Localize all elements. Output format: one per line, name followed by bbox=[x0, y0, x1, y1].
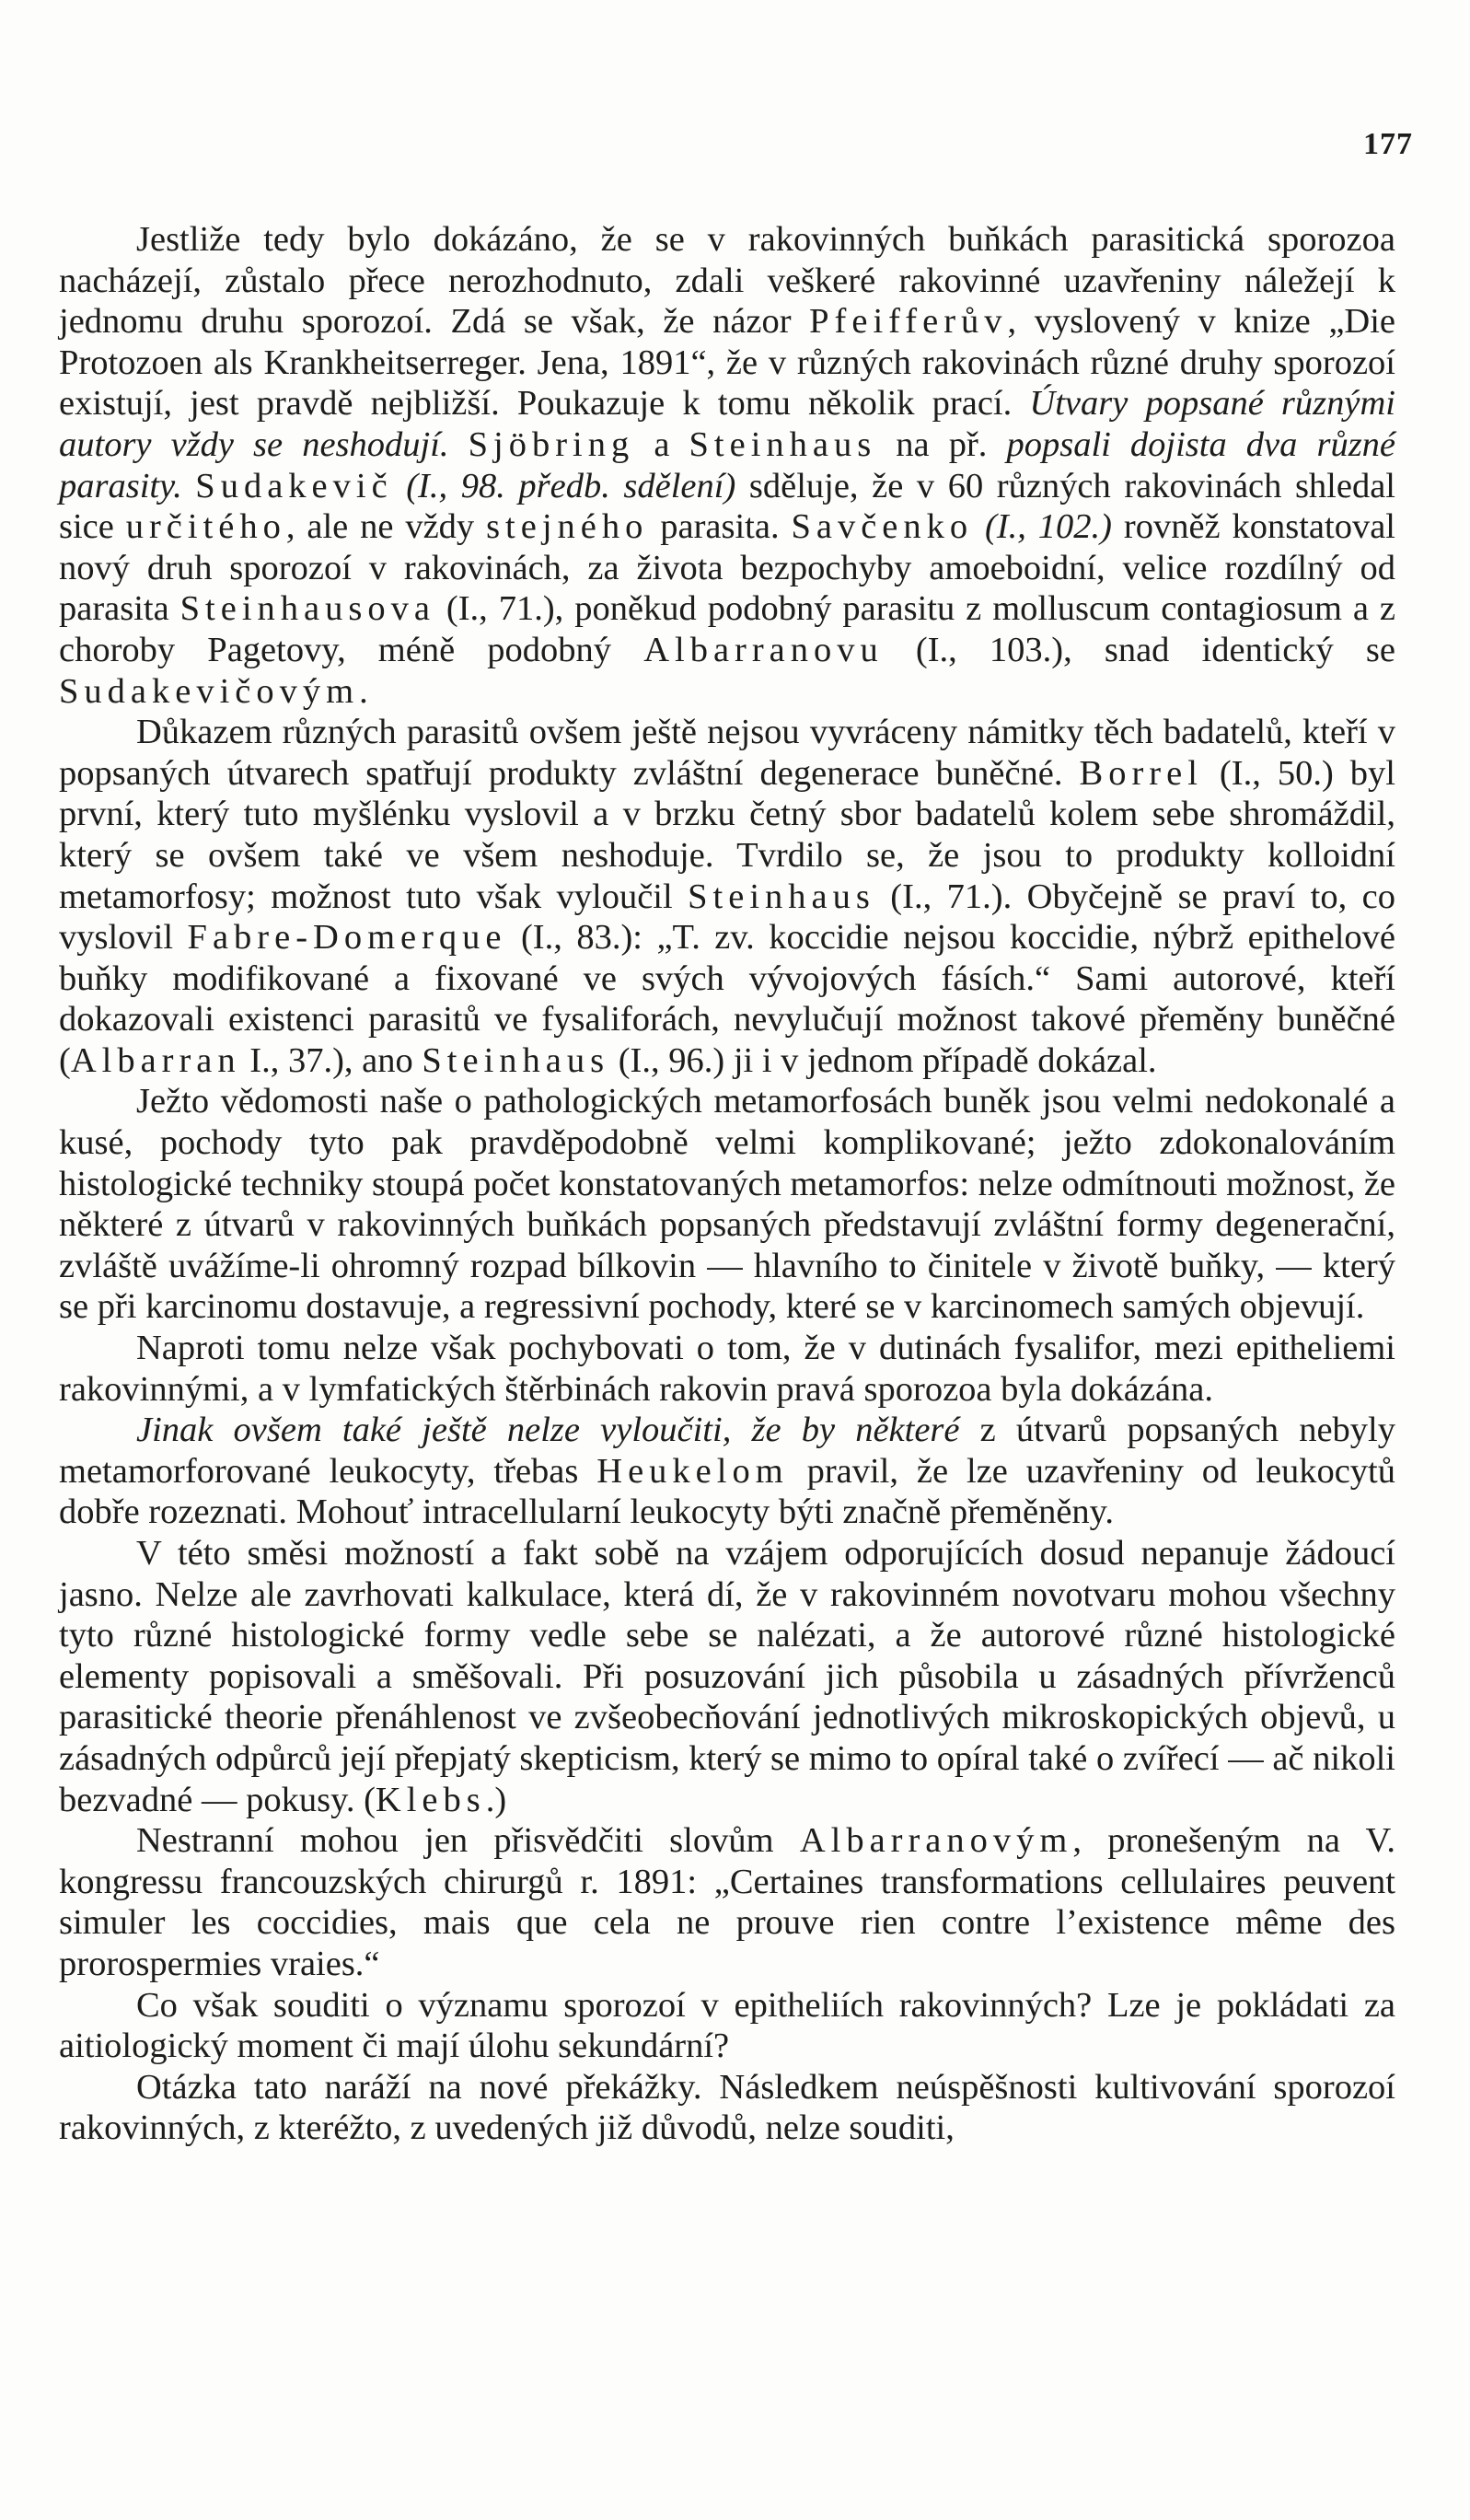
spaced-name: Steinhaus bbox=[689, 424, 877, 464]
spaced-name: Pfeifferův bbox=[809, 302, 1008, 342]
spaced-name: Heukelom bbox=[596, 1451, 789, 1491]
text-run bbox=[182, 467, 196, 505]
text-run: (I., 83.): „T. zv. koccidie nejsou koccidie, nýbrž epithelové buňky modifikované a fixované ve svých vývojových fásích.“ Sami autorové, kteří dokazovali existenci parasitů ve fysaliforách, nevylučují možnost takové přeměny buněčné ( bbox=[59, 918, 1396, 1080]
italic-text: (I., 98. předb. sdělení) bbox=[392, 466, 736, 505]
paragraph bbox=[59, 1533, 1395, 1820]
text-run: Jestliže tedy bylo dokázáno, že se v rakovinných buňkách parasitická sporozoa nacházejí, zůstalo přece nerozhodnuto, zdali veškeré rakovinné uzavřeniny náležejí k jednomu druhu sporozoí. Zdá se však, že názor bbox=[59, 220, 1395, 342]
text-run: , pronešeným na V. kongressu francouzských chirurgů r. 1891: „Certaines transformations cellulaires peuvent simuler les coccidies, mais que cela ne prouve rien contre l’existence même des prorospermies vraies.“ bbox=[59, 1821, 1395, 1983]
text-run: (I., 71.), poněkud podobný parasitu z molluscum contagiosum a z choroby Pagetovy, méně podobný bbox=[59, 589, 1395, 669]
italic-text: (I., 102.) bbox=[973, 507, 1112, 547]
text-run: (I., 96.) ji i v jednom případě dokázal. bbox=[609, 1040, 1157, 1080]
spaced-name: Borrel bbox=[1079, 753, 1203, 793]
text-run: Otázka tato naráží na nové překážky. Následkem neúspěšnosti kultivování sporozoí rakovinných, z kteréžto, z uvedených již důvodů, nelze souditi, bbox=[59, 2067, 1395, 2148]
text-run: Ježto vědomosti naše o pathologických metamorfosách buněk jsou velmi nedokonalé a kusé, pochody tyto pak pravděpodobně velmi komplikované; ježto zdokonalováním histologické techniky stoupá počet konstatovaných metamorfos: nelze odmítnouti možnost, že některé z útvarů v rakovinných buňkách popsaných představují zvláštní formy degenerační, zvláště uvážíme-li ohromný rozpad bílkovin — hlavního to činitele v životě buňky, — který se při karcinomu dostavuje, a regressivní pochody, které se v karcinomech samých objevují. bbox=[59, 1082, 1395, 1327]
italic-text: Útvary popsané různými autory vždy se neshodují. bbox=[59, 384, 1395, 464]
paragraph bbox=[59, 1985, 1395, 2067]
spaced-name: Steinhausova bbox=[179, 589, 435, 629]
text-run: .) bbox=[485, 1780, 507, 1819]
text-run: Naproti tomu nelze však pochybovati o tom, že v dutinách fysalifor, mezi epitheliemi rakovinnými, a v lymfatických štěrbinách rakovin pravá sporozoa byla dokázána. bbox=[59, 1329, 1395, 1409]
text-run: (I., 71.). Obyčejně se praví to, co vyslovil bbox=[59, 877, 1395, 958]
text-run: I., 37.), ano bbox=[240, 1040, 422, 1080]
text-run: Nestranní mohou jen přisvědčiti slovům bbox=[136, 1821, 800, 1861]
text-run: pravil, že lze uzavřeniny od leukocytů dobře rozeznati. Mohouť intracellularní leukocyty býti značně přeměněny. bbox=[59, 1451, 1395, 1532]
text-run: rovněž konstatoval nový druh sporozoí v rakovinách, za života bezpochyby amoeboidní, velice rozdílný od parasita bbox=[59, 507, 1395, 629]
spaced-name: Albarranovým bbox=[799, 1821, 1073, 1861]
italic-text: Jinak ovšem také ještě nelze vyloučiti, že by některé bbox=[136, 1411, 960, 1450]
spaced-name: Albarran bbox=[70, 1040, 241, 1080]
spaced-name: Steinhaus bbox=[422, 1040, 610, 1080]
page-number: 177 bbox=[1363, 127, 1413, 161]
text-run: a bbox=[634, 424, 689, 464]
spaced-name: Steinhaus bbox=[688, 877, 875, 916]
spaced-name: stejného bbox=[486, 507, 649, 547]
spaced-name: Fabre-Domerque bbox=[187, 918, 507, 958]
spaced-name: Sudakevičovým bbox=[59, 671, 360, 711]
spaced-name: Klebs bbox=[375, 1780, 486, 1819]
paragraph bbox=[59, 2067, 1395, 2149]
paragraph bbox=[59, 1820, 1395, 1984]
spaced-name: určitého bbox=[125, 507, 286, 547]
spaced-name: Savčenko bbox=[791, 507, 974, 547]
paragraph bbox=[59, 219, 1395, 712]
paragraph bbox=[59, 1410, 1395, 1533]
text-run: Důkazem různých parasitů ovšem ještě nejsou vyvráceny námitky těch badatelů, kteří v popsaných útvarech spatřují produkty zvláštní degenerace buněčné. bbox=[59, 713, 1395, 793]
text-run: . bbox=[359, 671, 368, 711]
text-run: na př. bbox=[876, 424, 1007, 464]
text-run bbox=[449, 425, 469, 464]
text-run: z útvarů popsaných nebyly metamorforované leukocyty, třebas bbox=[59, 1411, 1395, 1491]
paragraph bbox=[59, 1081, 1395, 1328]
text-run: (I., 50.) byl první, který tuto myšlénku vyslovil a v brzku četný sbor badatelů kolem sebe shromáždil, který se ovšem také ve všem neshoduje. Tvrdilo se, že jsou to produkty kolloidní metamorfosy; možnost tuto však vyloučil bbox=[59, 753, 1395, 916]
text-run: (I., 103.), snad identický se bbox=[883, 630, 1395, 669]
paragraph bbox=[59, 1328, 1395, 1410]
spaced-name: Albarranovu bbox=[643, 630, 884, 669]
italic-text: popsali dojista dva různé parasity. bbox=[59, 424, 1396, 505]
text-run: sděluje, že v 60 různých rakovinách shledal sice bbox=[59, 466, 1396, 547]
spaced-name: Sudakevič bbox=[195, 466, 393, 505]
text-run: , ale ne vždy bbox=[285, 507, 487, 547]
text-run: , vyslovený v knize „Die Protozoen als Krankheitserreger. Jena, 1891“, že v různých rakovinách různé druhy sporozoí existují, jest pravdě nejbližší. Poukazuje k tomu několik prací. bbox=[59, 302, 1395, 424]
body-text bbox=[59, 219, 1395, 2149]
paragraph bbox=[59, 712, 1395, 1081]
spaced-name: Sjöbring bbox=[468, 424, 635, 464]
text-run: parasita. bbox=[648, 507, 792, 547]
text-run: V této směsi možností a fakt sobě na vzájem odporujících dosud nepanuje žádoucí jasno. Nelze ale zavrhovati kalkulace, která dí, že v rakovinném novotvaru mohou všechny tyto různé histologické formy vedle sebe se nalézati, a že autorové různé histologické elementy popisovali a směšovali. Při posuzování jich působila u zásadných přívrženců parasitické theorie přenáhlenost ve zvšeobecňování jednotlivých mikroskopických objevů, u zásadných odpůrců její přepjatý skepticism, který se mimo to opíral také o zvířecí — ač nikoli bezvadné — pokusy. ( bbox=[59, 1534, 1395, 1819]
text-run: Co však souditi o významu sporozoí v epitheliích rakovinných? Lze je pokládati za aitiologický moment či mají úlohu sekundární? bbox=[59, 1985, 1395, 2066]
